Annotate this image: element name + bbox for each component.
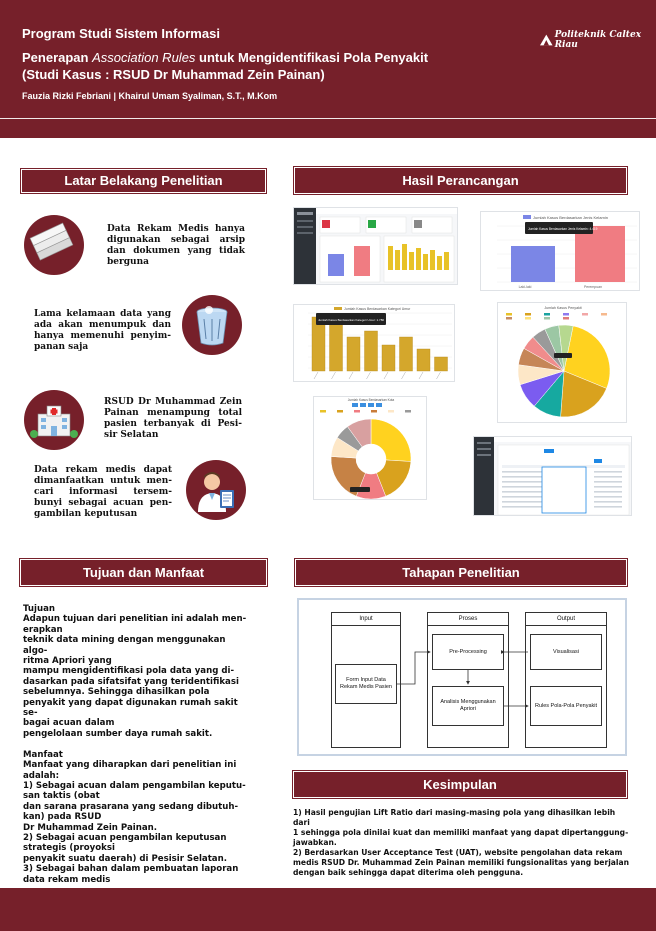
institution-logo [540,30,656,50]
manfaat-line: adalah: [23,770,60,781]
legend-swatch [582,313,588,316]
chart-title: Jumlah Kasus Berdasarkan Jenis Kelamin [533,215,608,220]
chart-title: Jumlah Kasus Berdasarkan Kota [347,398,395,402]
legend-swatch [354,410,360,413]
dashboard-screenshot [293,207,458,285]
latar-section-title [21,169,266,193]
tujuan-line: dasarkan pada sifatsifat yang teridentifikasi [23,676,239,687]
kesimpulan-line: 1 sehingga pola dinilai kuat dan memiliki manfaat yang dapat dipertanggung- [293,828,629,837]
kesimpulan-line: 1) Hasil pengujian Lift Ratio dari masing-masing pola yang dihasilkan lebih dari [293,808,616,827]
manfaat-line: kan) pada RSUD [23,812,102,823]
header-divider [0,118,656,119]
manfaat-line: 3) Sebagai bahan dalam pembuatan laporan [23,864,239,875]
x-tick [332,372,336,379]
logo-icon [540,34,553,46]
poster-footer [0,888,656,931]
hasil-section-title [294,167,627,194]
study-program: Program Studi Sistem Informasi [22,26,220,41]
bar-age-group [330,321,343,371]
disease-pie-chart [497,302,627,423]
tujuan-line: penyakit yang dapat digunakan rumah sakit se- [23,697,238,719]
chart-button [360,403,366,407]
tujuan-line: bagai acuan dalam [23,718,115,729]
tujuan-section-title [20,559,267,586]
tooltip-text: Jumlah Kasus Berdasarkan Jenis Kelamin: 4.419 [528,227,598,231]
manfaat-line: dan sarana prasarana yang sedang dibutuh- [23,801,239,812]
kesimpulan-section-title [293,771,627,798]
tujuan-line: teknik data mining dengan menggunakan algo- [23,635,226,656]
legend-swatch [525,313,531,316]
legend-swatch [506,313,512,316]
chart-button [352,403,358,407]
x-tick-label: Perempuan [583,285,603,289]
poster-title-line1 [22,50,428,65]
research-flow-diagram [297,598,627,756]
bar-age-group [417,349,430,371]
flow-box-visualisasi: Visualisasi [530,634,602,670]
manfaat-line: 1) Sebagai acuan dalam pengambilan keputu- [23,780,246,791]
tujuan-body [23,604,251,885]
kesimpulan-body [293,808,633,878]
tujuan-line: mampu mengidentifikasi pola data yang di- [23,666,235,677]
flow-box-preprocessing: Pre-Processing [432,634,504,670]
legend-swatch [563,317,569,320]
x-tick [402,372,406,379]
tujuan-line: sebelumnya. Sehingga dihasilkan pola [23,687,210,698]
legend-swatch [525,317,531,320]
kesimpulan-title-text: Kesimpulan [423,777,497,792]
bar-age-group [347,337,360,371]
trash-bin-icon [182,295,242,355]
manfaat-line: 2) Sebagai acuan pengambilan keputusan [23,832,227,843]
x-tick-label: Laki-laki [518,285,532,289]
manfaat-line: strategis (proyoksi [23,843,115,854]
chart-button [376,403,382,407]
documents-icon [24,215,84,275]
kesimpulan-line: medis RSUD Dr. Muhammad Zein Painan memiliki fungsionalitas yang berjalan [293,858,630,867]
tujuan-line: pengelolaan sumber daya rumah sakit. [23,728,213,739]
hospital-icon [24,390,84,450]
age-bar-chart [293,304,455,382]
manfaat-line: penyakit suatu daerah) di Pesisir Selatan. [23,853,227,864]
poster-title-line2: (Studi Kasus : RSUD Dr Muhammad Zein Painan) [22,67,325,82]
bar-age-group [312,317,325,371]
title-italic: Association Rules [92,50,196,65]
title-suffix: untuk Mengidentifikasi Pola Penyakit [195,50,429,65]
x-tick [349,372,353,379]
tujuan-line: erapkan [23,624,63,635]
kesimpulan-line: dengan baik sehingga dapat diterima oleh pengguna. [293,868,524,877]
donut-slice [371,419,411,462]
tooltip-box [350,487,370,492]
doctor-icon [186,460,246,520]
tahapan-title-text: Tahapan Penelitian [402,565,520,580]
legend-swatch [371,410,377,413]
rules-table-screenshot [473,436,632,516]
title-prefix: Penerapan [22,50,93,65]
manfaat-line: san taktis (obat [23,791,100,802]
legend-swatch [405,410,411,413]
tujuan-title-text: Tujuan dan Manfaat [82,565,205,580]
gender-bar-chart [480,211,640,291]
flow-arrows [299,600,629,758]
x-tick [384,372,388,379]
poster-header [0,0,656,138]
legend-swatch [523,215,531,219]
logo-text: Politeknik Caltex Riau [554,30,642,50]
chart-title: Jumlah Kasus Berdasarkan Kategori Umur [344,307,411,311]
manfaat-line: Dr Muhammad Zein Painan. [23,822,158,833]
bar-age-group [400,337,413,371]
flow-box-rules: Rules Pola-Pola Penyakit [530,686,602,726]
latar-item-2: Lama kelamaan data yang ada akan menumpuk dan hanya memenuhi penyim-panan saja [34,309,171,352]
x-tick [419,372,423,379]
bar-age-group [365,331,378,371]
tooltip-text: Jumlah Kasus Berdasarkan Kategori Umur: 1.780 [318,318,385,322]
legend-swatch [337,410,343,413]
legend-swatch [388,410,394,413]
manfaat-line: Manfaat yang diharapkan dari penelitian ini [23,760,237,771]
flow-column-header: Proses [428,613,508,626]
tujuan-line: ritma Apriori yang [23,656,112,667]
tujuan-line [23,739,251,749]
tahapan-section-title [295,559,627,586]
kesimpulan-line: jawabkan. [293,838,337,847]
manfaat-line: data rekam medis [23,874,111,885]
latar-item-3: RSUD Dr Muhammad Zein Painan menampung total pasien terbanyak di Pesi-sir Selatan [104,397,242,440]
latar-title-text: Latar Belakang Penelitian [64,173,223,188]
x-tick [437,372,441,379]
latar-item-4: Data rekam medis dapat dimanfaatkan untuk men-cari informasi tersem-bunyi sebagai acuan pen-gambilan keputusan [34,465,172,519]
x-tick [367,372,371,379]
flow-box-input: Form Input Data Rekam Medis Pasien [335,664,397,704]
city-donut-chart [313,396,427,500]
authors: Fauzia Rizki Febriani | Khairul Umam Syaliman, S.T., M.Kom [22,91,278,101]
bar-laki-laki [511,246,555,282]
legend-swatch [544,317,550,320]
flow-column-header: Output [526,613,606,626]
chart-title: Jumlah Kasus Penyakit [544,306,582,310]
bar-age-group [382,345,395,371]
bar-perempuan [575,226,625,282]
manfaat-line: Manfaat [23,749,63,760]
legend-swatch [563,313,569,316]
legend-swatch [601,313,607,316]
tooltip-box [554,353,572,358]
flow-column-header: Input [332,613,400,626]
chart-button [368,403,374,407]
tujuan-line: Tujuan [23,604,56,614]
tujuan-line: Adapun tujuan dari penelitian ini adalah men- [23,614,247,625]
legend-swatch [506,317,512,320]
legend-swatch [334,307,342,310]
hasil-title-text: Hasil Perancangan [402,173,519,188]
legend-swatch [320,410,326,413]
latar-item-1: Data Rekam Medis hanya digunakan sebagai arsip dan dokumen yang tidak berguna [107,224,245,267]
flow-box-analisis: Analisis Menggunakan Apriori [432,686,504,726]
bar-age-group [435,357,448,371]
kesimpulan-line: 2) Berdasarkan User Acceptance Test (UAT), website pengolahan data rekam [293,848,623,857]
legend-swatch [544,313,550,316]
x-tick [314,372,318,379]
